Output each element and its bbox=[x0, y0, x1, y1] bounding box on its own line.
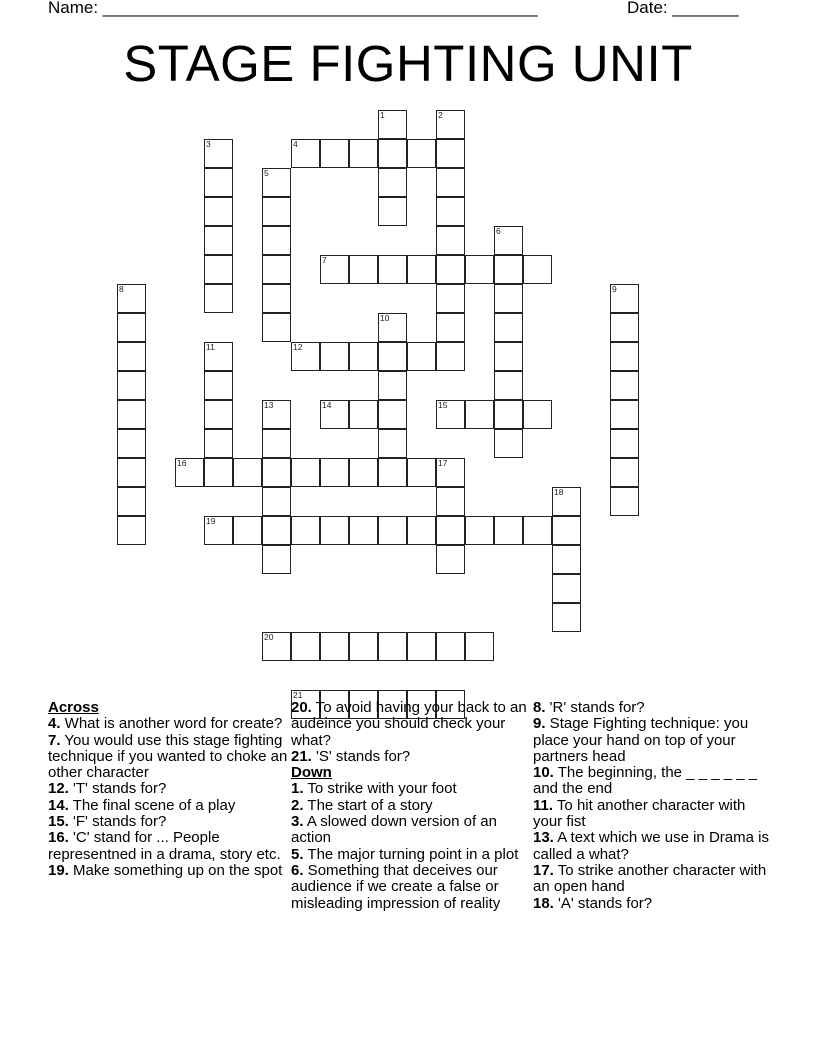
grid-cell[interactable] bbox=[610, 342, 639, 371]
grid-cell[interactable] bbox=[494, 284, 523, 313]
grid-cell[interactable] bbox=[262, 458, 291, 487]
grid-cell[interactable] bbox=[378, 313, 407, 342]
clue-number: 7 bbox=[322, 255, 327, 265]
grid-cell[interactable] bbox=[407, 139, 436, 168]
grid-cell[interactable] bbox=[407, 458, 436, 487]
grid-cell[interactable] bbox=[378, 516, 407, 545]
grid-cell[interactable] bbox=[610, 429, 639, 458]
grid-cell[interactable] bbox=[494, 226, 523, 255]
clue-down-13: 13. A text which we use in Drama is called a what? bbox=[533, 829, 769, 863]
clue-down-1: 1. To strike with your foot bbox=[291, 780, 457, 798]
grid-cell[interactable] bbox=[494, 400, 523, 429]
grid-cell[interactable] bbox=[436, 110, 465, 139]
down-heading: Down bbox=[291, 764, 332, 782]
grid-cell[interactable] bbox=[204, 458, 233, 487]
grid-cell[interactable] bbox=[465, 400, 494, 429]
clue-number: 1 bbox=[380, 110, 385, 120]
grid-cell[interactable] bbox=[117, 342, 146, 371]
grid-cell[interactable] bbox=[349, 255, 378, 284]
grid-cell[interactable] bbox=[349, 400, 378, 429]
clue-number: 9 bbox=[612, 284, 617, 294]
grid-cell[interactable] bbox=[378, 429, 407, 458]
grid-cell[interactable] bbox=[465, 516, 494, 545]
grid-cell[interactable] bbox=[320, 139, 349, 168]
grid-cell[interactable] bbox=[552, 603, 581, 632]
grid-cell[interactable] bbox=[262, 429, 291, 458]
grid-cell[interactable] bbox=[436, 458, 465, 487]
grid-cell[interactable] bbox=[494, 313, 523, 342]
clue-number: 14 bbox=[322, 400, 332, 410]
grid-cell[interactable] bbox=[436, 545, 465, 574]
clue-across-7: 7. You would use this stage fighting technique if you wanted to choke an other character bbox=[48, 731, 288, 782]
clues-column-2 bbox=[291, 700, 531, 912]
clue-number: 2 bbox=[438, 110, 443, 120]
grid-cell[interactable] bbox=[204, 284, 233, 313]
clue-number: 10 bbox=[380, 313, 390, 323]
grid-cell[interactable] bbox=[494, 255, 523, 284]
grid-cell[interactable] bbox=[378, 110, 407, 139]
clue-number: 12 bbox=[293, 342, 303, 352]
clue-across-4: 4. What is another word for create? bbox=[48, 715, 283, 733]
grid-cell[interactable] bbox=[378, 458, 407, 487]
grid-cell[interactable] bbox=[117, 400, 146, 429]
grid-cell[interactable] bbox=[204, 139, 233, 168]
grid-cell[interactable] bbox=[436, 197, 465, 226]
grid-cell[interactable] bbox=[523, 255, 552, 284]
grid-cell[interactable] bbox=[378, 168, 407, 197]
clue-number: 21 bbox=[293, 690, 303, 700]
grid-cell[interactable] bbox=[233, 516, 262, 545]
grid-cell[interactable] bbox=[204, 197, 233, 226]
grid-cell[interactable] bbox=[610, 371, 639, 400]
grid-cell[interactable] bbox=[262, 400, 291, 429]
clues-column-1 bbox=[48, 700, 288, 879]
grid-cell[interactable] bbox=[407, 516, 436, 545]
grid-cell[interactable] bbox=[233, 458, 262, 487]
clue-across-15: 15. 'F' stands for? bbox=[48, 813, 167, 831]
grid-cell[interactable] bbox=[320, 516, 349, 545]
clue-number: 6 bbox=[496, 226, 501, 236]
grid-cell[interactable] bbox=[204, 371, 233, 400]
grid-cell[interactable] bbox=[117, 284, 146, 313]
grid-cell[interactable] bbox=[436, 226, 465, 255]
clue-across-21: 21. 'S' stands for? bbox=[291, 747, 411, 765]
grid-cell[interactable] bbox=[262, 487, 291, 516]
grid-cell[interactable] bbox=[117, 371, 146, 400]
grid-cell[interactable] bbox=[204, 516, 233, 545]
clue-across-14: 14. The final scene of a play bbox=[48, 796, 236, 814]
grid-cell[interactable] bbox=[378, 400, 407, 429]
grid-cell[interactable] bbox=[407, 255, 436, 284]
grid-cell[interactable] bbox=[291, 516, 320, 545]
grid-cell[interactable] bbox=[291, 458, 320, 487]
clue-down-2: 2. The start of a story bbox=[291, 796, 433, 814]
clue-across-16: 16. 'C' stand for ... People representned in a drama, story etc. bbox=[48, 829, 281, 863]
grid-cell[interactable] bbox=[494, 342, 523, 371]
grid-cell[interactable] bbox=[262, 197, 291, 226]
grid-cell[interactable] bbox=[378, 197, 407, 226]
clue-down-18: 18. 'A' stands for? bbox=[533, 894, 653, 912]
grid-cell[interactable] bbox=[494, 516, 523, 545]
grid-cell[interactable] bbox=[436, 487, 465, 516]
grid-cell[interactable] bbox=[378, 255, 407, 284]
grid-cell[interactable] bbox=[465, 632, 494, 661]
clue-down-9: 9. Stage Fighting technique: you place your hand on top of your partners head bbox=[533, 715, 749, 765]
grid-cell[interactable] bbox=[320, 342, 349, 371]
grid-cell[interactable] bbox=[436, 400, 465, 429]
grid-cell[interactable] bbox=[349, 342, 378, 371]
grid-cell[interactable] bbox=[204, 429, 233, 458]
clue-across-20: 20. To avoid having your back to an audeince you should check your what? bbox=[291, 699, 527, 749]
grid-cell[interactable] bbox=[436, 632, 465, 661]
name-field-label: Name: ______________________________________________ bbox=[48, 0, 538, 17]
grid-cell[interactable] bbox=[407, 632, 436, 661]
grid-cell[interactable] bbox=[436, 168, 465, 197]
grid-cell[interactable] bbox=[523, 516, 552, 545]
clue-down-10: 10. The beginning, the _ _ _ _ _ _ and the end bbox=[533, 764, 758, 798]
grid-cell[interactable] bbox=[204, 400, 233, 429]
grid-cell[interactable] bbox=[291, 139, 320, 168]
grid-cell[interactable] bbox=[436, 313, 465, 342]
grid-cell[interactable] bbox=[262, 226, 291, 255]
grid-cell[interactable] bbox=[262, 632, 291, 661]
clue-down-17: 17. To strike another character with an open hand bbox=[533, 861, 767, 896]
clue-number: 5 bbox=[264, 168, 269, 178]
clue-down-8: 8. 'R' stands for? bbox=[533, 699, 645, 716]
grid-cell[interactable] bbox=[349, 632, 378, 661]
grid-cell[interactable] bbox=[378, 139, 407, 168]
grid-cell[interactable] bbox=[262, 516, 291, 545]
grid-cell[interactable] bbox=[320, 632, 349, 661]
grid-cell[interactable] bbox=[291, 342, 320, 371]
date-field-label: Date: _______ bbox=[627, 0, 739, 17]
grid-cell[interactable] bbox=[262, 284, 291, 313]
grid-cell[interactable] bbox=[262, 545, 291, 574]
clue-number: 8 bbox=[119, 284, 124, 294]
grid-cell[interactable] bbox=[349, 458, 378, 487]
grid-cell[interactable] bbox=[378, 342, 407, 371]
grid-cell[interactable] bbox=[262, 168, 291, 197]
across-heading: Across bbox=[48, 699, 99, 716]
grid-cell[interactable] bbox=[117, 313, 146, 342]
grid-cell[interactable] bbox=[494, 429, 523, 458]
grid-cell[interactable] bbox=[262, 255, 291, 284]
grid-cell[interactable] bbox=[610, 284, 639, 313]
clue-number: 3 bbox=[206, 139, 211, 149]
grid-cell[interactable] bbox=[204, 168, 233, 197]
clue-number: 17 bbox=[438, 458, 448, 468]
grid-cell[interactable] bbox=[175, 458, 204, 487]
grid-cell[interactable] bbox=[204, 226, 233, 255]
grid-cell[interactable] bbox=[117, 458, 146, 487]
grid-cell[interactable] bbox=[117, 516, 146, 545]
clue-down-5: 5. The major turning point in a plot bbox=[291, 845, 519, 863]
clue-number: 15 bbox=[438, 400, 448, 410]
grid-cell[interactable] bbox=[610, 458, 639, 487]
grid-cell[interactable] bbox=[436, 284, 465, 313]
clue-number: 16 bbox=[177, 458, 187, 468]
grid-cell[interactable] bbox=[291, 632, 320, 661]
clue-number: 13 bbox=[264, 400, 274, 410]
grid-cell[interactable] bbox=[117, 487, 146, 516]
clue-number: 20 bbox=[264, 632, 274, 642]
grid-cell[interactable] bbox=[552, 574, 581, 603]
grid-cell[interactable] bbox=[320, 255, 349, 284]
page-title: STAGE FIGHTING UNIT bbox=[123, 35, 693, 92]
grid-cell[interactable] bbox=[378, 371, 407, 400]
grid-cell[interactable] bbox=[204, 342, 233, 371]
grid-cell[interactable] bbox=[465, 255, 494, 284]
grid-cell[interactable] bbox=[552, 545, 581, 574]
grid-cell[interactable] bbox=[320, 400, 349, 429]
clue-across-19: 19. Make something up on the spot bbox=[48, 861, 283, 879]
grid-cell[interactable] bbox=[349, 516, 378, 545]
clue-down-11: 11. To hit another character with your fist bbox=[533, 796, 746, 831]
grid-cell[interactable] bbox=[436, 255, 465, 284]
clue-down-3: 3. A slowed down version of an action bbox=[291, 813, 497, 847]
grid-cell[interactable] bbox=[610, 400, 639, 429]
clue-number: 19 bbox=[206, 516, 216, 526]
clue-number: 4 bbox=[293, 139, 298, 149]
clue-across-12: 12. 'T' stands for? bbox=[48, 780, 167, 798]
grid-cell[interactable] bbox=[610, 487, 639, 516]
grid-cell[interactable] bbox=[523, 400, 552, 429]
grid-cell[interactable] bbox=[117, 429, 146, 458]
clue-number: 18 bbox=[554, 487, 564, 497]
grid-cell[interactable] bbox=[262, 313, 291, 342]
grid-cell[interactable] bbox=[552, 487, 581, 516]
clues-column-3 bbox=[533, 700, 778, 912]
grid-cell[interactable] bbox=[436, 516, 465, 545]
grid-cell[interactable] bbox=[552, 516, 581, 545]
clue-number: 11 bbox=[206, 342, 215, 352]
grid-cell[interactable] bbox=[436, 342, 465, 371]
clue-down-6: 6. Something that deceives our audience if we create a false or misleading impression of reality bbox=[291, 861, 501, 912]
grid-cell[interactable] bbox=[320, 458, 349, 487]
grid-cell[interactable] bbox=[436, 139, 465, 168]
grid-cell[interactable] bbox=[407, 342, 436, 371]
grid-cell[interactable] bbox=[494, 371, 523, 400]
grid-cell[interactable] bbox=[378, 632, 407, 661]
grid-cell[interactable] bbox=[204, 255, 233, 284]
grid-cell[interactable] bbox=[349, 139, 378, 168]
grid-cell[interactable] bbox=[610, 313, 639, 342]
